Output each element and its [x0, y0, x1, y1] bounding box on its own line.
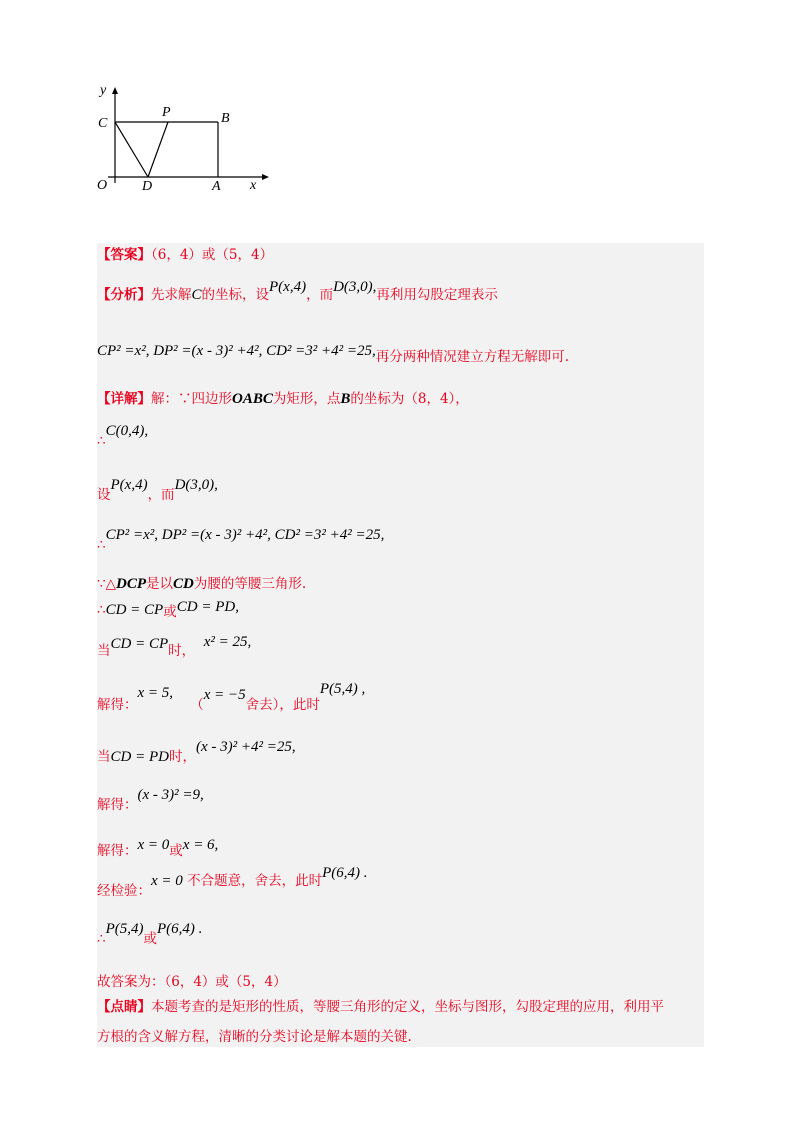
detail-text: 解得： — [97, 697, 138, 713]
final-answer-line: 故答案为：（6，4）或（5，4） — [97, 974, 287, 990]
answer-text: （6，4）或（5，4） — [151, 247, 274, 263]
detail-p: P(6,4) . — [322, 865, 368, 881]
detail-dcp: DCP — [115, 576, 146, 592]
detail-conclusion-line — [97, 919, 203, 947]
detail-c-coord: C(0,4), — [105, 423, 149, 439]
therefore-symbol: ∴ — [97, 602, 106, 618]
label-b: B — [221, 111, 230, 126]
detail-formula-line — [97, 525, 385, 553]
detail-text: 当 — [97, 643, 111, 659]
detail-p: P(x,4) — [110, 477, 148, 493]
detail-case1-line — [97, 634, 252, 659]
label-o: O — [97, 178, 108, 193]
detail-intro-line — [97, 389, 469, 409]
analysis-formula-line — [97, 341, 570, 365]
analysis-p: P(x,4) — [269, 279, 307, 295]
detail-eq: x = 0 — [137, 837, 170, 853]
analysis-formula: CP² =x², DP² =(x - 3)² +4², CD² =3² +4² =25, — [97, 343, 376, 359]
label-p: P — [162, 105, 171, 120]
label-d: D — [142, 179, 153, 194]
detail-text: 设 — [97, 487, 111, 503]
answer-line — [97, 245, 273, 265]
detail-text: ，而 — [147, 487, 175, 503]
answer-tag: 【答案】 — [97, 247, 151, 263]
detail-text: 解得： — [97, 843, 138, 859]
detail-solve2-line — [97, 785, 204, 813]
detail-text: 或 — [163, 604, 177, 620]
label-y: y — [100, 83, 107, 98]
detail-c-line — [97, 421, 149, 449]
detail-p: P(5,4) — [105, 921, 144, 937]
y-axis-arrow — [112, 87, 118, 94]
detail-cases-line — [97, 600, 239, 620]
detail-tag: 【详解】 — [97, 391, 151, 407]
because-symbol: ∵△ — [97, 576, 116, 592]
label-a: A — [212, 179, 221, 194]
analysis-text: 先求解 — [151, 287, 192, 303]
detail-text: 或 — [169, 843, 183, 859]
detail-text: 时， — [168, 749, 196, 765]
analysis-text: 再分两种情况建立方程无解即可. — [375, 349, 570, 365]
detail-eq: x = 0 — [151, 873, 183, 889]
detail-eq: (x - 3)² +4² =25, — [195, 739, 296, 755]
detail-eq: CD = PD — [110, 749, 169, 765]
detail-text: 不合题意，舍去，此时 — [187, 873, 323, 889]
detail-text: 经检验： — [97, 883, 151, 899]
label-x: x — [250, 178, 257, 193]
detail-eq: x = 6, — [182, 837, 219, 853]
analysis-d: D(3,0), — [333, 279, 377, 295]
detail-text: 解得： — [97, 797, 138, 813]
comment-tag: 【点睛】 — [97, 999, 151, 1015]
analysis-text: 的坐标，设 — [201, 287, 270, 303]
detail-because-line — [97, 574, 306, 594]
detail-text: （ — [190, 697, 204, 713]
comment-line-1 — [97, 997, 664, 1017]
label-c: C — [98, 116, 108, 131]
solution-panel — [97, 243, 704, 1047]
segment-cd — [115, 122, 148, 177]
detail-eq: CD = CP — [105, 602, 164, 618]
therefore-symbol: ∴ — [97, 537, 106, 553]
detail-formula: CP² =x², DP² =(x - 3)² +4², CD² =3² +4² =25, — [105, 527, 385, 543]
comment-line-2: 方根的含义解方程，清晰的分类讨论是解本题的关键. — [97, 1029, 412, 1045]
detail-check-line — [97, 865, 368, 899]
detail-text: 或 — [143, 931, 157, 947]
detail-text: 是以 — [145, 576, 173, 592]
detail-p: P(5,4) , — [319, 681, 366, 697]
detail-text: 为矩形，点 — [272, 391, 341, 407]
detail-text: 时， — [168, 643, 196, 659]
therefore-symbol: ∴ — [97, 931, 106, 947]
therefore-symbol: ∴ — [97, 433, 106, 449]
detail-text: 的坐标为（8，4）， — [350, 391, 469, 407]
analysis-text: ，而 — [306, 287, 334, 303]
analysis-tag: 【分析】 — [97, 287, 151, 303]
detail-eq: x = −5 — [203, 687, 246, 703]
analysis-text: 再利用勾股定理表示 — [376, 287, 498, 303]
detail-eq: x = 5, — [137, 685, 174, 701]
detail-text: 舍去），此时 — [245, 697, 320, 713]
detail-eq: CD = CP — [110, 636, 169, 652]
detail-d: D(3,0), — [174, 477, 218, 493]
segment-dp — [148, 122, 168, 177]
detail-solve3-line — [97, 835, 219, 859]
detail-oabc: OABC — [232, 391, 273, 407]
detail-text: 为腰的等腰三角形. — [193, 576, 307, 592]
analysis-c: C — [191, 287, 202, 303]
coordinate-figure — [90, 80, 280, 200]
detail-eq: x² = 25, — [203, 634, 252, 650]
detail-b: B — [340, 391, 351, 407]
detail-case2-line — [97, 737, 296, 765]
detail-p: P(6,4) . — [157, 921, 203, 937]
detail-text: 当 — [97, 749, 111, 765]
detail-eq: CD = PD, — [176, 599, 239, 615]
detail-text: 解：∵四边形 — [151, 391, 232, 407]
detail-solve1-line — [97, 681, 366, 713]
detail-set-line — [97, 475, 218, 503]
detail-eq: (x - 3)² =9, — [137, 787, 204, 803]
comment-text: 本题考查的是矩形的性质，等腰三角形的定义，坐标与图形，勾股定理的应用，利用平 — [151, 999, 664, 1015]
detail-cd: CD — [172, 576, 194, 592]
x-axis-arrow — [262, 174, 269, 180]
analysis-line — [97, 279, 498, 305]
